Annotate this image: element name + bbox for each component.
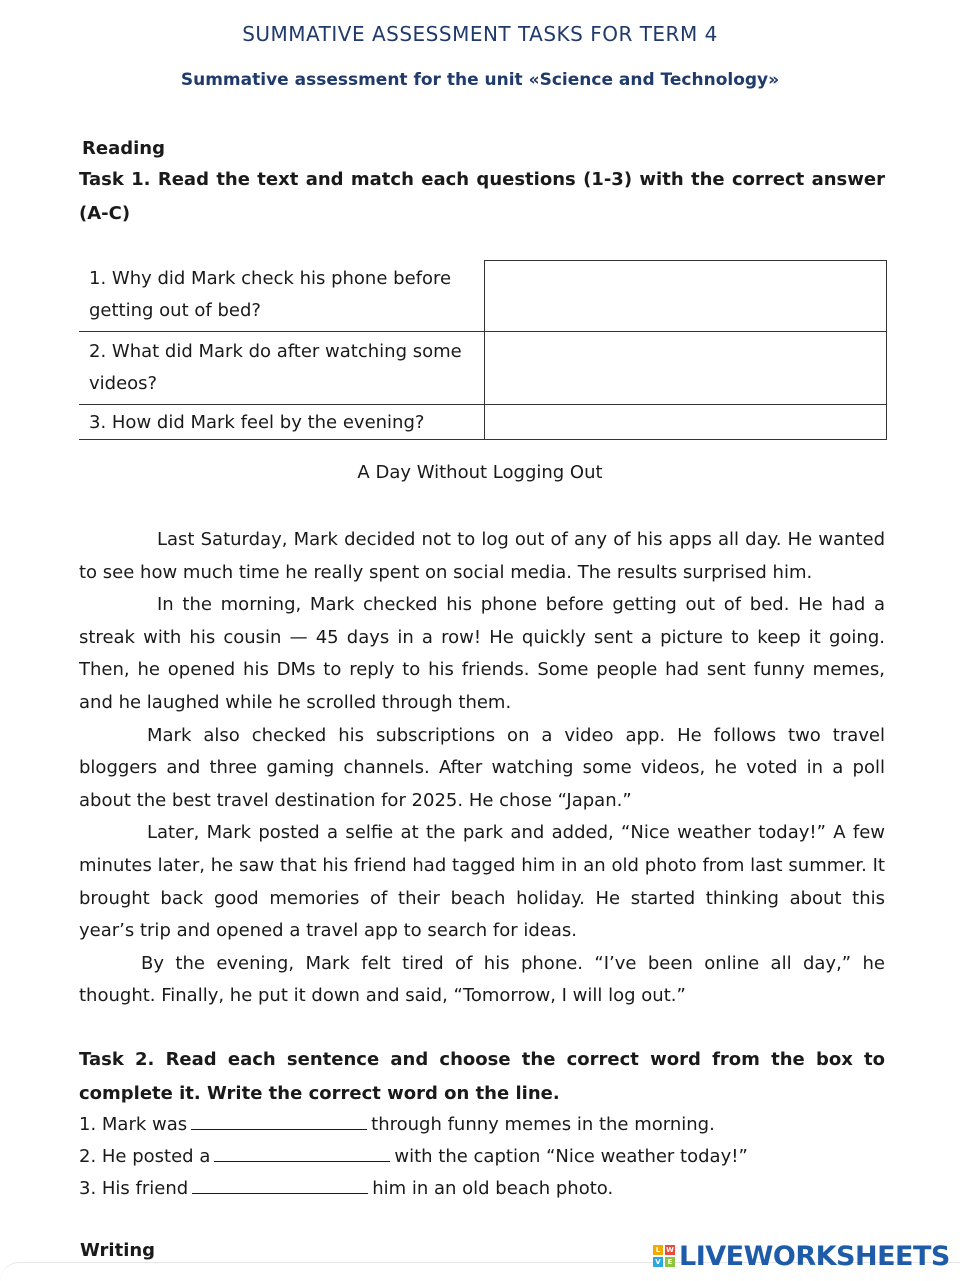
table-row: [79, 404, 887, 439]
table-row: [79, 331, 887, 404]
gap-fill-before: 2. He posted a: [79, 1146, 211, 1167]
story-title: A Day Without Logging Out: [357, 462, 603, 483]
story-paragraph: Last Saturday, Mark decided not to log out of any of his apps all day. He wanted to see how much time he really spent on social media. The results surprised him.: [79, 529, 885, 583]
gap-fill-after: through funny memes in the morning.: [371, 1114, 715, 1135]
story-paragraph: In the morning, Mark checked his phone before getting out of bed. He had a streak with his cousin — 45 days in a row! He quickly sent a picture to keep it going. Then, he opened his DMs to reply to his friends. Some people had sent funny memes, and he laughed while he scrolled through them.: [79, 594, 885, 713]
table-row: [79, 261, 887, 332]
logo-text: LIVEWORKSHEETS: [679, 1240, 950, 1272]
task2-instruction: Task 2. Read each sentence and choose the correct word from the box to complete it. Write the correct word on the line.: [79, 1049, 885, 1104]
matching-table: [79, 260, 887, 440]
answer-cell[interactable]: [485, 404, 887, 439]
question-cell: 2. What did Mark do after watching some videos?: [79, 331, 485, 404]
gap-fill-item: [79, 1109, 715, 1141]
story-paragraph: Mark also checked his subscriptions on a video app. He follows two travel bloggers and three gaming channels. After watching some videos, he voted in a poll about the best travel destination for 2025. He chose “Japan.”: [79, 724, 885, 811]
answer-cell[interactable]: [485, 331, 887, 404]
page-title: SUMMATIVE ASSESSMENT TASKS FOR TERM 4: [242, 22, 718, 46]
question-cell: 1. Why did Mark check his phone before getting out of bed?: [79, 261, 485, 332]
task1-instruction: Task 1. Read the text and match each questions (1-3) with the correct answer (A-C): [79, 169, 885, 224]
story-text: [79, 524, 885, 1013]
gap-fill-item: [79, 1141, 748, 1173]
answer-blank[interactable]: [192, 1175, 368, 1194]
story-paragraph: Later, Mark posted a selfie at the park and added, “Nice weather today!” A few minutes later, he saw that his friend had tagged him in an old photo from last summer. It brought back good memories of their beach holiday. He started thinking about this year’s trip and opened a travel app to search for ideas.: [79, 822, 885, 942]
gap-fill-after: with the caption “Nice weather today!”: [394, 1146, 748, 1167]
gap-fill-after: him in an old beach photo.: [372, 1178, 614, 1199]
answer-blank[interactable]: [191, 1111, 367, 1130]
question-cell: 3. How did Mark feel by the evening?: [79, 404, 485, 439]
answer-cell[interactable]: [485, 261, 887, 332]
writing-heading: Writing: [80, 1240, 156, 1261]
story-paragraph: By the evening, Mark felt tired of his phone. “I’ve been online all day,” he thought. Finally, he put it down and said, “Tomorrow, I will log out.”: [79, 952, 885, 1007]
reading-heading: Reading: [82, 138, 165, 159]
gap-fill-before: 1. Mark was: [79, 1114, 188, 1135]
liveworksheets-logo: [653, 1240, 950, 1272]
unit-subtitle: Summative assessment for the unit «Science and Technology»: [180, 70, 780, 90]
gap-fill-item: [79, 1173, 613, 1205]
gap-fill-before: 3. His friend: [79, 1178, 189, 1199]
answer-blank[interactable]: [214, 1143, 390, 1162]
logo-icon: L W V E: [653, 1245, 675, 1267]
